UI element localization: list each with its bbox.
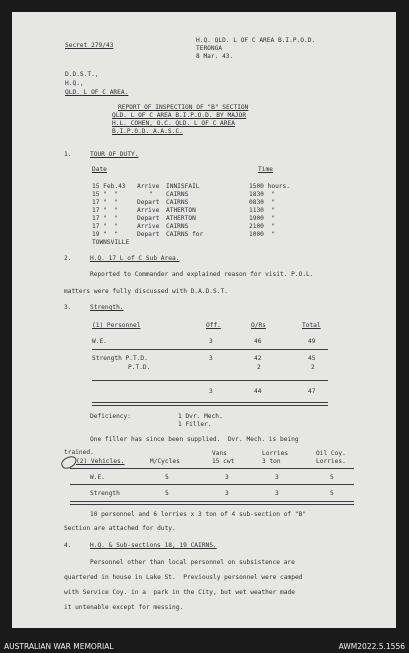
tour-time: 2100 " bbox=[249, 223, 276, 230]
row-label: P.T.D. bbox=[128, 364, 151, 371]
subject-line: QLD. L OF C AREA B.I.P.O.D. BY MAJOR bbox=[112, 112, 247, 119]
tour-place-continuation: TOWNSVILLE bbox=[92, 239, 130, 246]
tour-date: 15 " " bbox=[92, 191, 119, 198]
body-line: matters were fully discussed with D.A.D.S.T. bbox=[64, 288, 228, 295]
row-label: Strength P.T.D. bbox=[92, 355, 148, 362]
section-title: H.Q. 17 L of C Sub Area. bbox=[90, 255, 180, 262]
tour-date: 19 " " bbox=[92, 231, 119, 238]
tour-time: 0830 " bbox=[249, 199, 276, 206]
cell-value: 3 bbox=[209, 355, 213, 362]
tour-place: ATHERTON bbox=[166, 207, 196, 214]
deficiency-item: 1 Dvr. Mech. bbox=[178, 413, 223, 420]
section-number: 4. bbox=[64, 542, 72, 549]
table-rule bbox=[70, 468, 354, 469]
tour-time: 1830 " bbox=[249, 191, 276, 198]
cell-value: 46 bbox=[254, 338, 262, 345]
section-title: TOUR OF DUTY. bbox=[90, 151, 139, 158]
cell-value: 2 bbox=[311, 364, 315, 371]
row-label: Strength bbox=[90, 490, 120, 497]
column-header-oil-coy-sub: Lorries. bbox=[316, 458, 346, 465]
tour-action: Depart bbox=[137, 231, 160, 238]
footer-accession-number: AWM2022.5.1556 bbox=[338, 642, 405, 651]
tour-action: Depart bbox=[137, 215, 160, 222]
column-header-vans-sub: 15 cwt bbox=[212, 458, 235, 465]
body-line: with Service Coy. in a park in the City, but wet weather made bbox=[64, 589, 295, 596]
subject-line: H.L. COHEN, O.C. QLD. L OF C AREA bbox=[112, 120, 235, 127]
cell-value: 5 bbox=[330, 474, 334, 481]
table-double-rule bbox=[70, 501, 354, 505]
tour-date: 15 Feb.43 bbox=[92, 183, 126, 190]
body-line: quartered in house in Lake St. Previously personnel were camped bbox=[64, 574, 303, 581]
tour-place: ATHERTON bbox=[166, 215, 196, 222]
cell-value: 5 bbox=[330, 490, 334, 497]
body-line: 10 personnel and 6 lorries x 3 ton of 4 sub-section of "B" bbox=[90, 511, 307, 518]
cell-value: 47 bbox=[308, 388, 316, 395]
row-label: W.E. bbox=[92, 338, 107, 345]
tour-place: CAIRNS bbox=[166, 223, 189, 230]
sender-unit: H.Q. QLD. L OF C AREA B.I.P.O.D. bbox=[196, 37, 316, 44]
document-page bbox=[12, 12, 396, 628]
tour-place: CAIRNS for bbox=[166, 231, 204, 238]
column-header-ors: O/Rs bbox=[251, 322, 266, 329]
cell-value: 45 bbox=[308, 355, 316, 362]
addressee-line: QLD. L OF C AREA. bbox=[65, 89, 129, 96]
deficiency-label: Deficiency: bbox=[90, 413, 131, 420]
body-line: Personnel other than local personnel on subsistence are bbox=[90, 559, 295, 566]
tour-time: 1500 hours. bbox=[249, 183, 290, 190]
column-header-off: Off. bbox=[206, 322, 221, 329]
column-header-vans: Vans bbox=[212, 450, 227, 457]
tour-date: 17 " " bbox=[92, 215, 119, 222]
tour-date: 17 " " bbox=[92, 223, 119, 230]
cell-value: 2 bbox=[257, 364, 261, 371]
tour-time: 1130 " bbox=[249, 207, 276, 214]
cell-value: 3 bbox=[275, 474, 279, 481]
tour-action: " bbox=[149, 191, 153, 198]
tour-action: Arrive bbox=[137, 223, 160, 230]
tour-date: 17 " " bbox=[92, 199, 119, 206]
document-date: 8 Mar. 43. bbox=[196, 53, 234, 60]
table-double-rule bbox=[92, 402, 328, 406]
tour-date: 17 " " bbox=[92, 207, 119, 214]
subject-line: B.I.P.O.D. A.A.S.C. bbox=[112, 128, 183, 135]
column-header-oil-coy: Oil Coy. bbox=[316, 450, 346, 457]
row-label: W.E. bbox=[90, 474, 105, 481]
column-header-lorries: Lorries bbox=[262, 450, 289, 457]
table-rule bbox=[92, 349, 328, 350]
cell-value: 42 bbox=[254, 355, 262, 362]
tour-time: 1000 " bbox=[249, 231, 276, 238]
cell-value: 5 bbox=[165, 474, 169, 481]
body-line: Section are attached for duty. bbox=[64, 525, 176, 532]
cell-value: 49 bbox=[308, 338, 316, 345]
tour-action: Arrive bbox=[137, 183, 160, 190]
cell-value: 5 bbox=[165, 490, 169, 497]
body-line: One filler has since been supplied. Dvr. Mech. is being bbox=[90, 436, 299, 443]
cell-value: 3 bbox=[225, 490, 229, 497]
footer-source: AUSTRALIAN WAR MEMORIAL bbox=[4, 642, 114, 651]
body-line: it untenable except for messing. bbox=[64, 604, 184, 611]
column-header-time: Time bbox=[258, 166, 273, 173]
tour-place: CAIRNS bbox=[166, 191, 189, 198]
section-number: 3. bbox=[64, 304, 72, 311]
body-line: Reported to Commander and explained reason for visit. P.O.L. bbox=[90, 271, 314, 278]
table-rule bbox=[92, 380, 328, 381]
cell-value: 3 bbox=[209, 338, 213, 345]
cell-value: 3 bbox=[225, 474, 229, 481]
vehicles-heading: (2) Vehicles. bbox=[76, 458, 125, 465]
table-rule bbox=[70, 484, 354, 485]
document-reference: Secret 279/43 bbox=[65, 42, 114, 49]
section-number: 2. bbox=[64, 255, 72, 262]
subject-line: REPORT OF INSPECTION OF "B" SECTION bbox=[118, 104, 249, 111]
sender-place: TERONGA bbox=[196, 45, 223, 52]
tour-place: CAIRNS bbox=[166, 199, 189, 206]
section-number: 1. bbox=[64, 151, 72, 158]
column-header-mcycles: M/Cycles bbox=[150, 458, 180, 465]
deficiency-item: 1 Filler. bbox=[178, 421, 212, 428]
tour-action: Arrive bbox=[137, 207, 160, 214]
addressee-line: D.D.S.T., bbox=[65, 71, 99, 78]
section-title: H.Q. & Sub-sections 18, 19 CAIRNS. bbox=[90, 542, 217, 549]
tour-action: Depart bbox=[137, 199, 160, 206]
body-line: trained. bbox=[64, 449, 94, 456]
tour-place: INNISFAIL bbox=[166, 183, 200, 190]
addressee-line: H.Q., bbox=[65, 80, 84, 87]
cell-value: 3 bbox=[275, 490, 279, 497]
column-header-personnel: (1) Personnel bbox=[92, 322, 141, 329]
column-header-lorries-sub: 3 ton bbox=[262, 458, 281, 465]
tour-time: 1900 " bbox=[249, 215, 276, 222]
cell-value: 3 bbox=[209, 388, 213, 395]
section-title: Strength. bbox=[90, 304, 124, 311]
cell-value: 44 bbox=[254, 388, 262, 395]
column-header-date: Date bbox=[92, 166, 107, 173]
column-header-total: Total bbox=[302, 322, 321, 329]
archive-footer bbox=[0, 640, 409, 653]
